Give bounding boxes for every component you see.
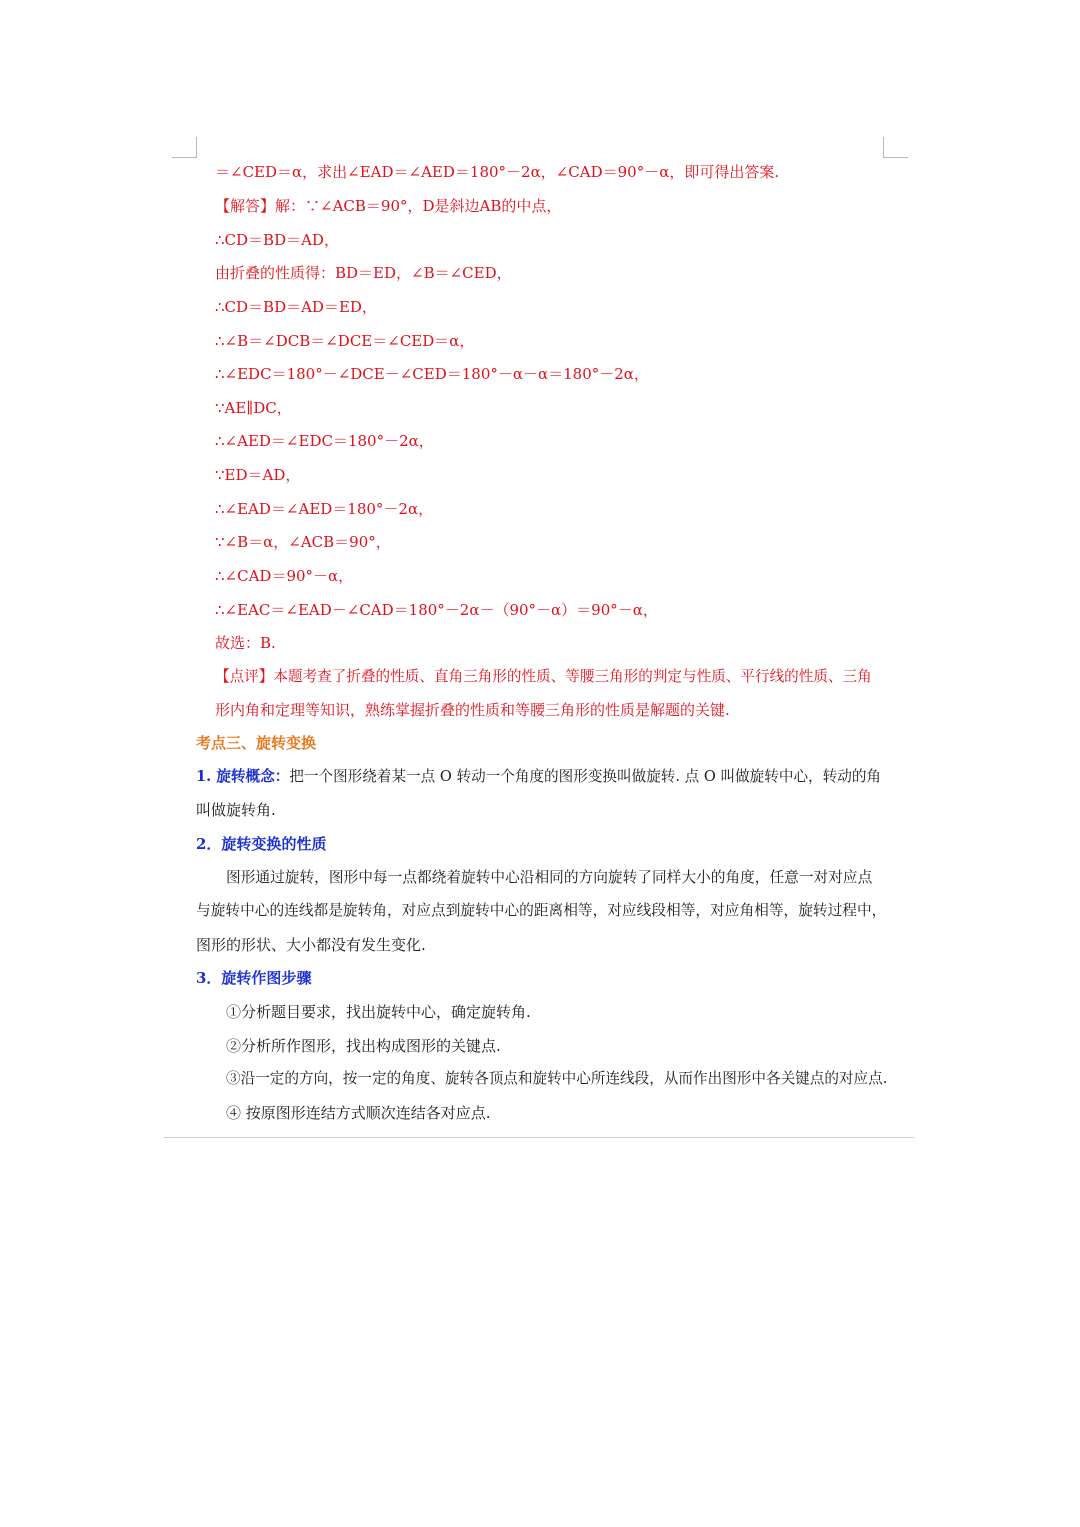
solution-line: ∴CD＝BD＝AD， bbox=[215, 231, 339, 249]
solution-line: 由折叠的性质得：BD＝ED，∠B＝∠CED， bbox=[215, 264, 512, 282]
item3-label: 3．旋转作图步骤 bbox=[196, 969, 312, 987]
solution-line: 【解答】解：∵∠ACB＝90°，D是斜边AB的中点， bbox=[215, 197, 562, 215]
item1-text: 把一个图形绕着某一点 O 转动一个角度的图形变换叫做旋转. 点 O 叫做旋转中心，转动的角 bbox=[289, 768, 882, 785]
step-item: ③沿一定的方向，按一定的角度、旋转各顶点和旋转中心所连线段，从而作出图形中各关键点的对应点. bbox=[226, 1070, 888, 1087]
step-item: ②分析所作图形，找出构成图形的关键点. bbox=[226, 1037, 501, 1055]
item1-label: 1. 旋转概念： bbox=[196, 768, 290, 785]
step-item: ①分析题目要求，找出旋转中心，确定旋转角. bbox=[226, 1003, 531, 1021]
solution-line: ∴∠B＝∠DCB＝∠DCE＝∠CED＝α， bbox=[215, 332, 475, 350]
step-item: ④ 按原图形连结方式顺次连结各对应点. bbox=[226, 1104, 491, 1122]
item1-text-cont: 叫做旋转角. bbox=[196, 801, 276, 819]
crop-mark-top-right bbox=[883, 137, 908, 158]
solution-line: ∵ED＝AD， bbox=[215, 466, 301, 484]
item1-paragraph bbox=[196, 767, 881, 787]
solution-line: ∴CD＝BD＝AD＝ED， bbox=[215, 298, 377, 316]
solution-line: ∴∠CAD＝90°－α， bbox=[215, 567, 354, 585]
item2-text: 图形的形状、大小都没有发生变化. bbox=[196, 936, 426, 954]
item2-text: 与旋转中心的连线都是旋转角，对应点到旋转中心的距离相等，对应线段相等，对应角相等，旋转过程中， bbox=[196, 902, 887, 919]
solution-line: ∴∠EAC＝∠EAD－∠CAD＝180°－2α－（90°－α）＝90°－α， bbox=[215, 601, 658, 619]
solution-line: ＝∠CED＝α，求出∠EAD＝∠AED＝180°－2α，∠CAD＝90°－α，即可得出答案. bbox=[215, 163, 780, 181]
item2-text: 图形通过旋转，图形中每一点都绕着旋转中心沿相同的方向旋转了同样大小的角度，任意一对对应点 bbox=[226, 869, 873, 886]
section-title: 考点三、旋转变换 bbox=[196, 734, 317, 752]
crop-mark-top-left bbox=[172, 137, 197, 158]
solution-line: ∴∠EDC＝180°－∠DCE－∠CED＝180°－α－α＝180°－2α， bbox=[215, 365, 649, 383]
comment-line-2: 形内角和定理等知识，熟练掌握折叠的性质和等腰三角形的性质是解题的关键. bbox=[215, 701, 730, 719]
solution-line: ∴∠EAD＝∠AED＝180°－2α， bbox=[215, 500, 434, 518]
comment-line-1: 【点评】本题考查了折叠的性质、直角三角形的性质、等腰三角形的判定与性质、平行线的性质、三角 bbox=[215, 668, 872, 685]
solution-line: 故选：B. bbox=[215, 634, 276, 652]
item2-label: 2．旋转变换的性质 bbox=[196, 835, 327, 853]
solution-line: ∵∠B＝α，∠ACB＝90°， bbox=[215, 533, 391, 551]
page-bottom-rule bbox=[164, 1137, 914, 1138]
solution-line: ∴∠AED＝∠EDC＝180°－2α， bbox=[215, 432, 434, 450]
solution-line: ∵AE∥DC， bbox=[215, 399, 292, 417]
